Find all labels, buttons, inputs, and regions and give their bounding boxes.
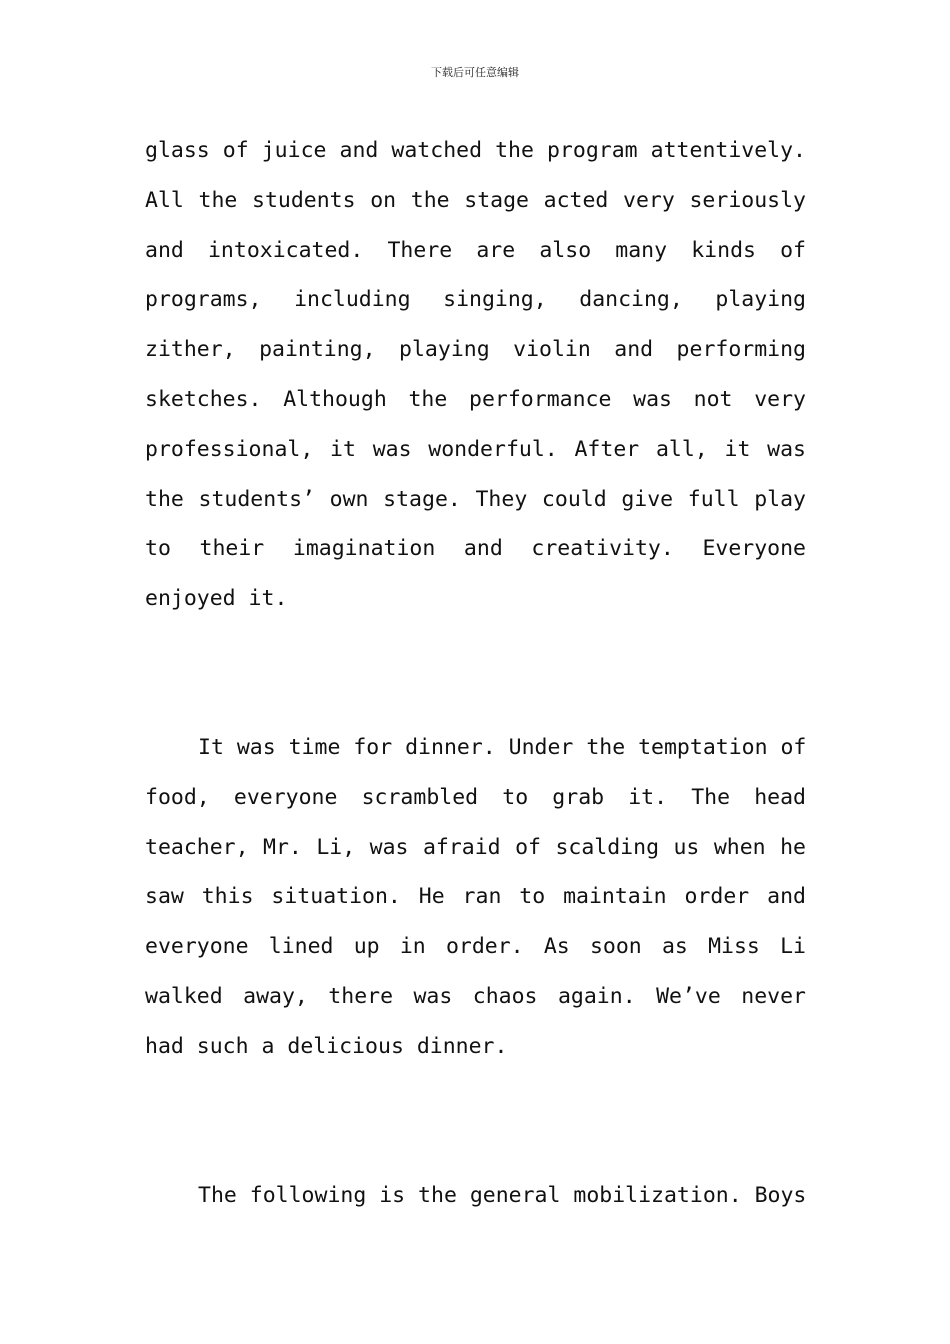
- paragraph-line: food, everyone scrambled to grab it. The head: [145, 784, 806, 810]
- paragraph-line: had such a delicious dinner.: [145, 1033, 508, 1059]
- paragraph-line: enjoyed it.: [145, 586, 288, 612]
- paragraph-line: It was time for dinner. Under the temptation of: [198, 735, 807, 760]
- paragraph-line: teacher, Mr. Li, was afraid of scalding us when he: [145, 834, 806, 860]
- paragraph-line: professional, it was wonderful. After all, it was: [145, 436, 806, 462]
- paragraph-line: programs, including singing, dancing, playing: [145, 287, 806, 313]
- paragraph-line: The following is the general mobilization. Boys: [198, 1183, 807, 1208]
- paragraph-line: saw this situation. He ran to maintain order and: [145, 884, 806, 910]
- paragraph-2: [145, 723, 806, 1072]
- paragraph-line: All the students on the stage acted very seriously: [145, 187, 806, 213]
- paragraph-line: and intoxicated. There are also many kinds of: [145, 237, 806, 263]
- paragraph-line: walked away, there was chaos again. We’ve never: [145, 983, 806, 1009]
- paragraph-line: the students’ own stage. They could give full play: [145, 486, 806, 512]
- paragraph-line: everyone lined up in order. As soon as Miss Li: [145, 934, 806, 960]
- paragraph-1: [145, 126, 806, 624]
- paragraph-line: to their imagination and creativity. Everyone: [145, 536, 806, 562]
- paragraph-line: glass of juice and watched the program attentively.: [145, 138, 806, 163]
- paragraph-line: sketches. Although the performance was not very: [145, 386, 806, 412]
- paragraph-line: zither, painting, playing violin and performing: [145, 337, 806, 363]
- paragraph-3: [145, 1171, 806, 1221]
- page-header: 下载后可任意编辑: [431, 66, 519, 79]
